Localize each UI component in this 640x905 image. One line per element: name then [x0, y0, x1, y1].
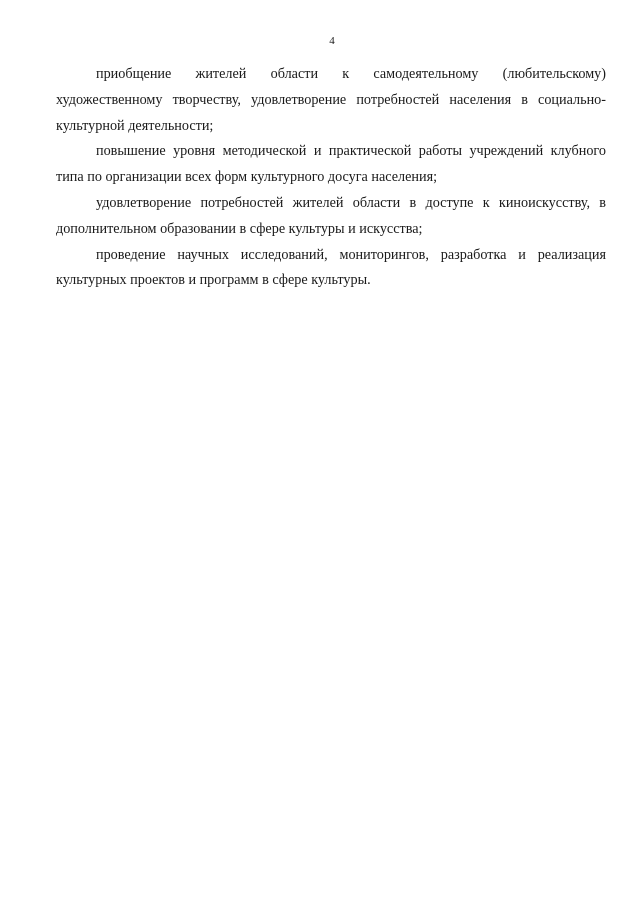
- paragraph-1: приобщение жителей области к самодеятельному (любительскому) художественному творчеству, удовлетворение потребностей населения в социально-культурной деятельности;: [56, 66, 606, 134]
- document-body: [56, 62, 606, 294]
- paragraph-4: проведение научных исследований, мониторингов, разработка и реализация культурных проектов и программ в сфере культуры.: [56, 246, 606, 289]
- page-number: 4: [329, 35, 335, 47]
- paragraph-3: удовлетворение потребностей жителей области в доступе к киноискусству, в дополнительном образовании в сфере культуры и искусства;: [56, 194, 606, 237]
- paragraph-2: повышение уровня методической и практической работы учреждений клубного типа по организации всех форм культурного досуга населения;: [56, 143, 606, 186]
